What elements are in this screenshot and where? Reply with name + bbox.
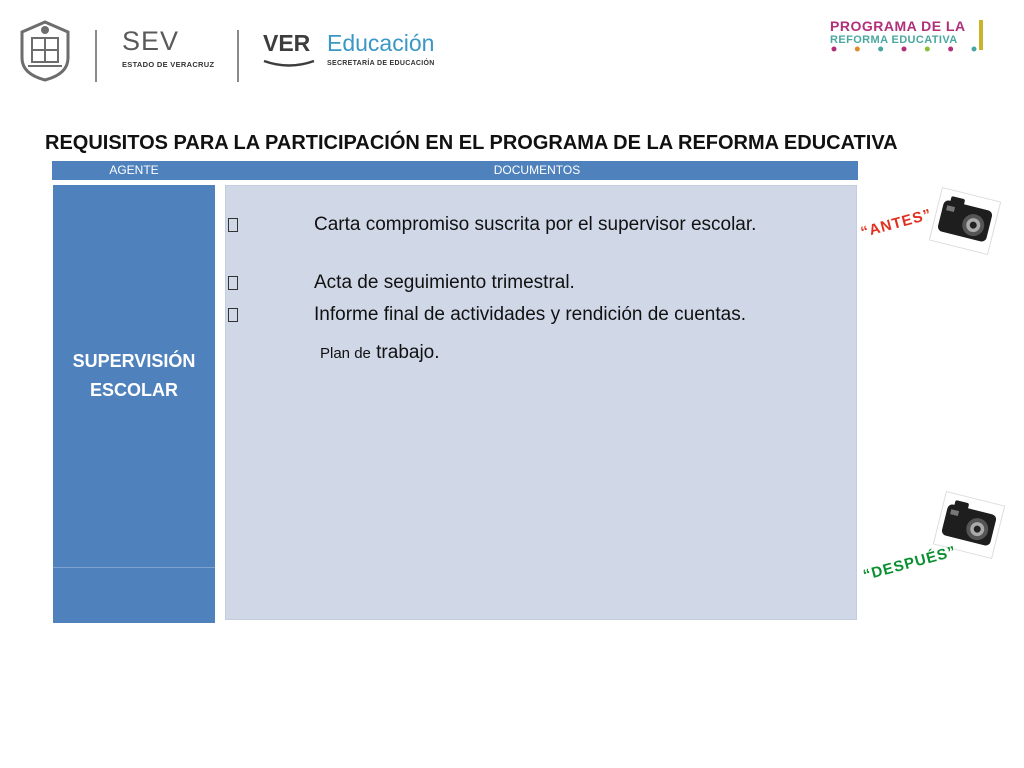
agent-label [73,347,196,405]
logo-dot [902,47,907,52]
agent-label-line2: ESCOLAR [89,380,178,400]
logo-dot [925,47,930,52]
logo-dot [832,47,837,52]
agent-cell [53,184,215,567]
logo-dot [878,47,883,52]
document-item-text: Acta de seguimiento trimestral. [314,272,575,293]
programa-logo-line2: REFORMA EDUCATIVA [830,34,958,46]
bullet-icon [228,308,238,322]
document-item-text: Informe final de actividades y rendición de cuentas. [314,304,746,325]
veracruz-crest-logo [18,20,72,82]
logo-dot [972,47,977,52]
bullet-icon [228,276,238,290]
logo-dot [855,47,860,52]
page-title: REQUISITOS PARA LA PARTICIPACIÓN EN EL PROGRAMA DE LA REFORMA EDUCATIVA [45,132,898,154]
ver-logo-subtitle: SECRETARÍA DE EDUCACIÓN [327,60,435,67]
bullet-icon [228,218,238,232]
ver-logo-word: VER [263,30,311,56]
header-divider [237,30,239,82]
agent-cell-empty [53,567,215,623]
ver-logo-swoosh [262,58,316,68]
plan-word: trabajo. [376,342,440,363]
logo-dot [948,47,953,52]
before-label: “ANTES” [859,205,934,242]
column-header-documents: DOCUMENTOS [216,161,858,180]
sev-logo-title: SEV [122,26,180,56]
documents-cell [225,185,857,620]
programa-logo-line1: PROGRAMA DE LA [830,18,966,34]
agent-label-line1: SUPERVISIÓN [72,351,196,371]
header-divider [95,30,97,82]
after-label: “DESPUÉS” [861,542,959,585]
plan-prefix: Plan de [320,345,371,362]
document-item-text: Carta compromiso suscrita por el supervisor escolar. [314,214,757,235]
column-header-agent: AGENTE [52,161,216,180]
educacion-logo-word: Educación [327,30,435,56]
sev-logo-subtitle: ESTADO DE VERACRUZ [122,60,215,69]
programa-logo-dots [830,45,982,53]
camera-icon [928,186,1002,255]
document-item-text [320,342,440,364]
